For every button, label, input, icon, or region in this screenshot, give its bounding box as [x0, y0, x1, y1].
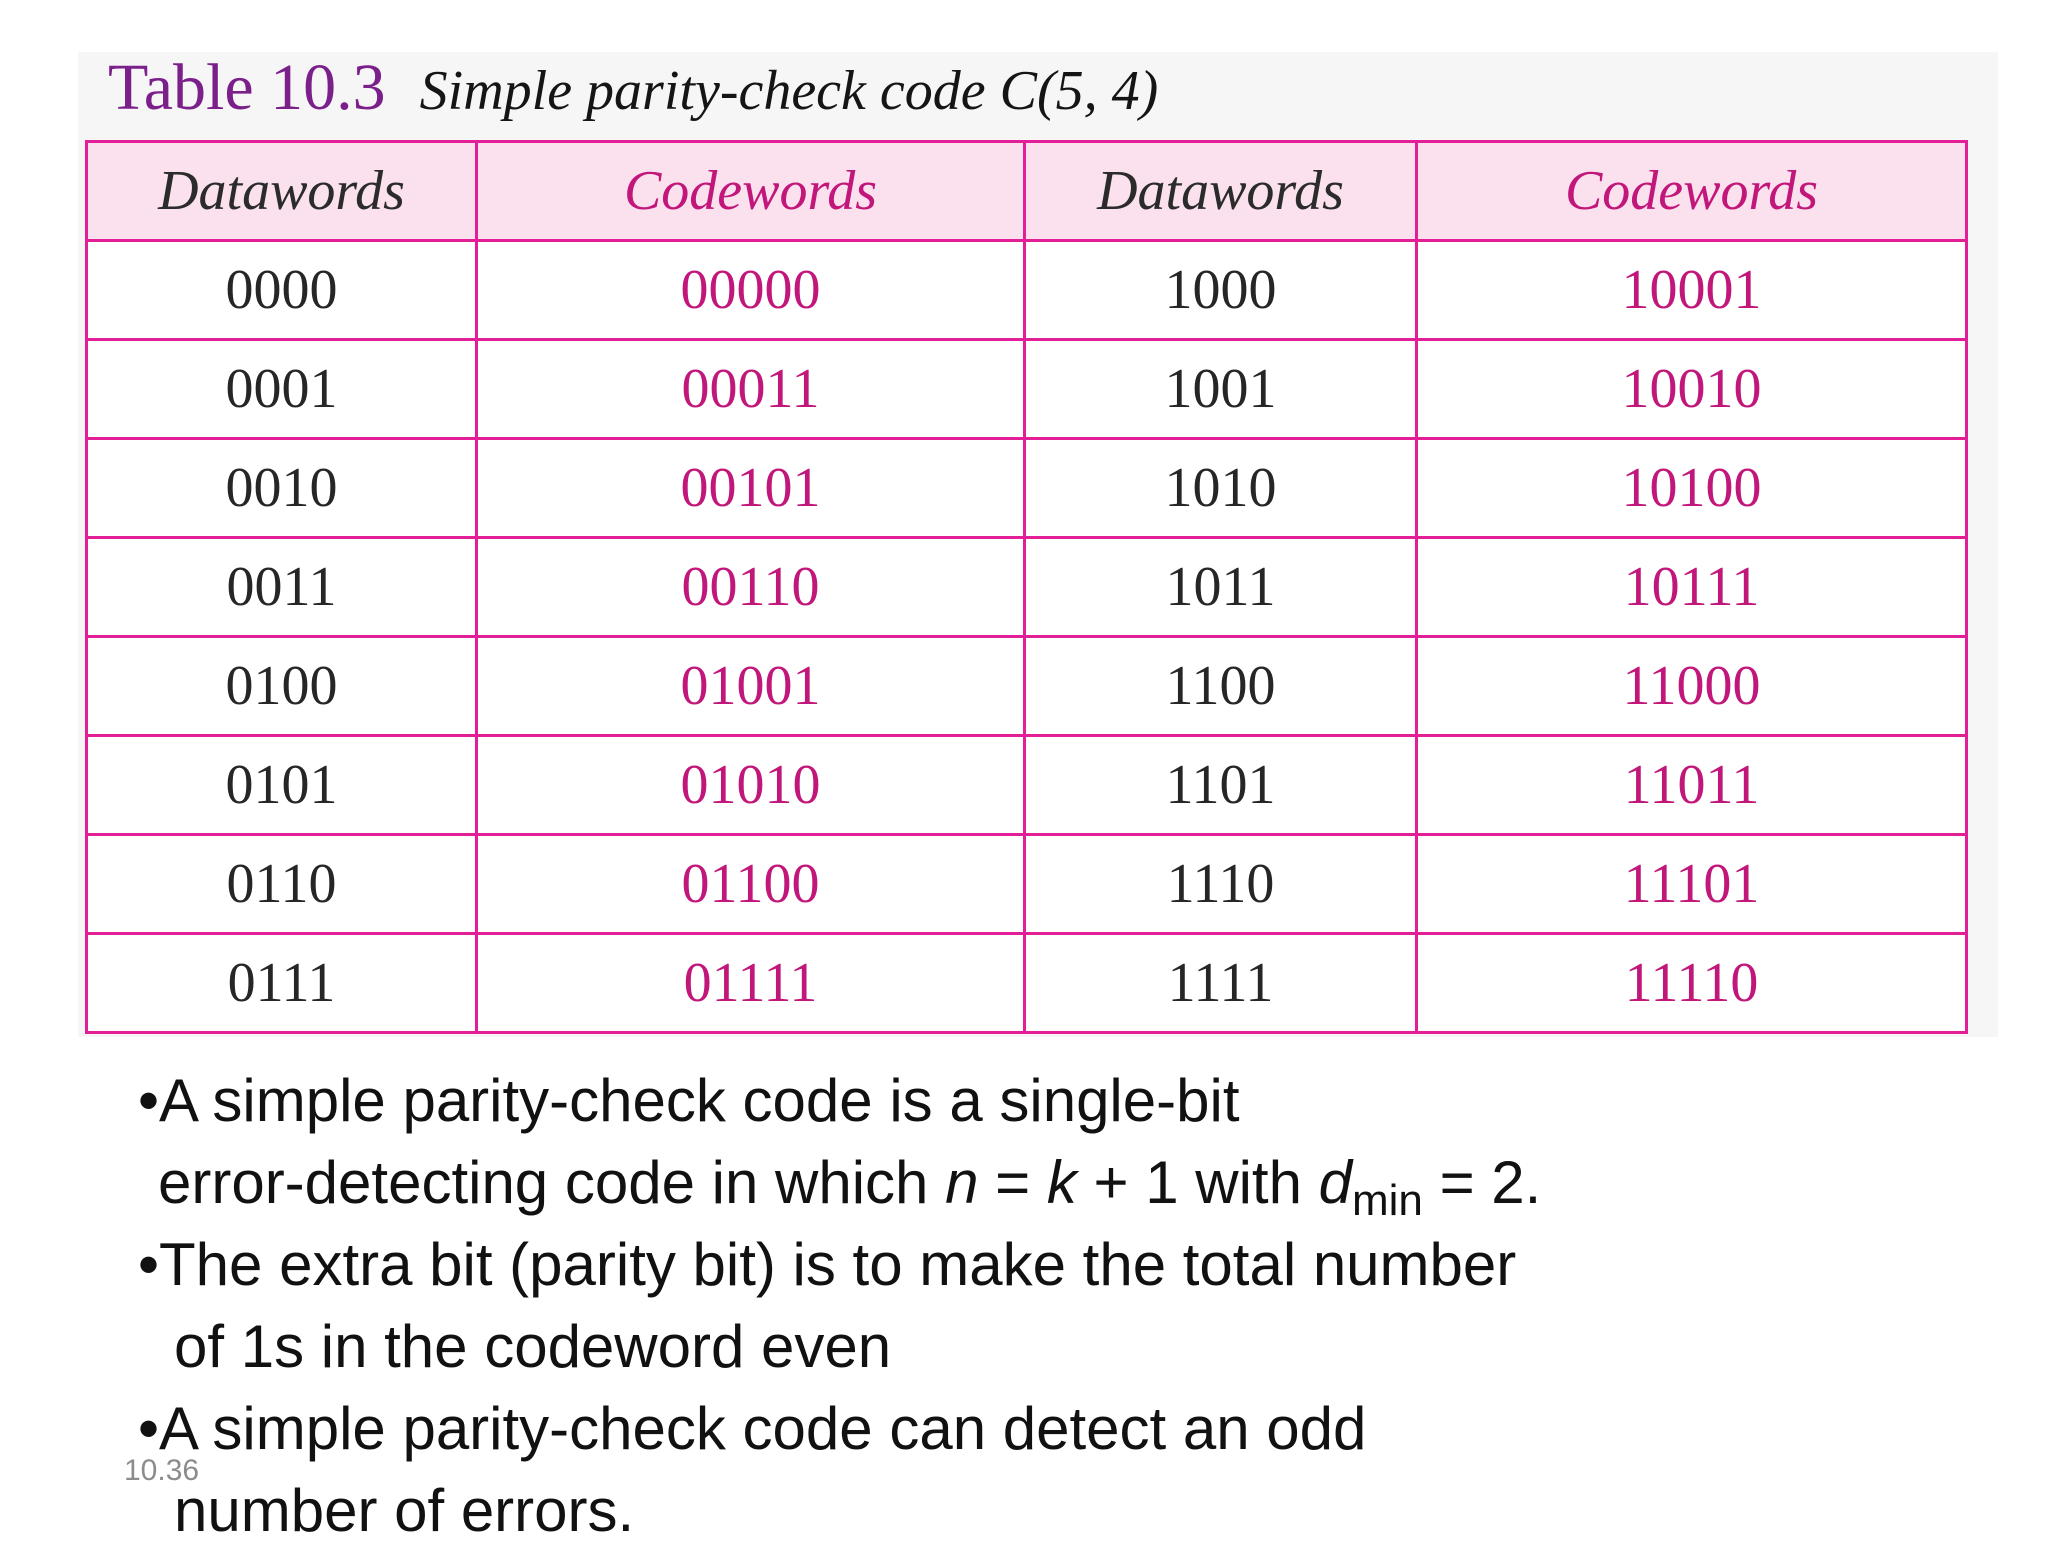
codeword-cell: 01010 [477, 736, 1025, 835]
table-row [87, 340, 1967, 439]
dataword-cell: 0011 [87, 538, 477, 637]
bullet-text: error-detecting code in which [158, 1149, 946, 1216]
math-equals: = [978, 1149, 1047, 1216]
dataword-cell: 1011 [1025, 538, 1417, 637]
codeword-cell: 10001 [1417, 241, 1967, 340]
dataword-cell: 1110 [1025, 835, 1417, 934]
bullet-text: A simple parity-check code can detect an odd [159, 1395, 1367, 1462]
bullet-line [138, 1060, 1541, 1142]
math-n: n [945, 1149, 979, 1216]
math-d: d [1318, 1149, 1352, 1216]
codeword-cell: 01111 [477, 934, 1025, 1033]
codeword-cell: 00110 [477, 538, 1025, 637]
table-row [87, 538, 1967, 637]
bullet-text: A simple parity-check code is a single-bit [159, 1067, 1240, 1134]
codeword-cell: 11101 [1417, 835, 1967, 934]
table-header-row [87, 142, 1967, 241]
bullet-text: The extra bit (parity bit) is to make the total number [159, 1231, 1517, 1298]
codeword-cell: 00011 [477, 340, 1025, 439]
dataword-cell: 1111 [1025, 934, 1417, 1033]
bullet-line [138, 1142, 1541, 1224]
table-row [87, 934, 1967, 1033]
header-datawords-right: Datawords [1025, 142, 1417, 241]
parity-code-table [85, 140, 1968, 1034]
bullet-line [138, 1224, 1516, 1306]
bullet-text: = 2. [1422, 1149, 1542, 1216]
codeword-cell: 00000 [477, 241, 1025, 340]
bullet-text: + 1 with [1076, 1149, 1319, 1216]
bullet-marker: • [138, 1231, 160, 1298]
codeword-cell: 01001 [477, 637, 1025, 736]
header-datawords-left: Datawords [87, 142, 477, 241]
dataword-cell: 1100 [1025, 637, 1417, 736]
table-row [87, 439, 1967, 538]
table-row [87, 637, 1967, 736]
table-row [87, 736, 1967, 835]
dataword-cell: 0110 [87, 835, 477, 934]
math-d-subscript: min [1352, 1176, 1423, 1225]
codeword-cell: 10111 [1417, 538, 1967, 637]
bullet-line [138, 1306, 1516, 1388]
dataword-cell: 0000 [87, 241, 477, 340]
table-caption-title: Simple parity-check code C(5, 4) [419, 60, 1159, 122]
codeword-cell: 11000 [1417, 637, 1967, 736]
bullet-marker: • [138, 1067, 160, 1134]
dataword-cell: 0001 [87, 340, 477, 439]
codeword-cell: 00101 [477, 439, 1025, 538]
dataword-cell: 0101 [87, 736, 477, 835]
codeword-cell: 11011 [1417, 736, 1967, 835]
bullet-text: number of errors. [174, 1477, 635, 1544]
table-caption-label: Table 10.3 [108, 51, 386, 124]
bullet-line [138, 1470, 1366, 1552]
dataword-cell: 0010 [87, 439, 477, 538]
math-k: k [1046, 1149, 1077, 1216]
bullet-text: of 1s in the codeword even [174, 1313, 892, 1380]
table-row [87, 835, 1967, 934]
codeword-cell: 10100 [1417, 439, 1967, 538]
bullet-line [138, 1388, 1366, 1470]
slide-number: 10.36 [124, 1454, 200, 1487]
dataword-cell: 1010 [1025, 439, 1417, 538]
dataword-cell: 0100 [87, 637, 477, 736]
dataword-cell: 0111 [87, 934, 477, 1033]
table-row [87, 241, 1967, 340]
dataword-cell: 1000 [1025, 241, 1417, 340]
codeword-cell: 01100 [477, 835, 1025, 934]
bullet-item-definition [138, 1060, 1541, 1224]
bullet-item-parity-bit [138, 1224, 1516, 1388]
header-codewords-left: Codewords [477, 142, 1025, 241]
bullet-marker: • [138, 1395, 160, 1462]
codeword-cell: 11110 [1417, 934, 1967, 1033]
dataword-cell: 1101 [1025, 736, 1417, 835]
header-codewords-right: Codewords [1417, 142, 1967, 241]
dataword-cell: 1001 [1025, 340, 1417, 439]
table-caption [108, 50, 1158, 126]
bullet-item-detection [138, 1388, 1366, 1552]
codeword-cell: 10010 [1417, 340, 1967, 439]
